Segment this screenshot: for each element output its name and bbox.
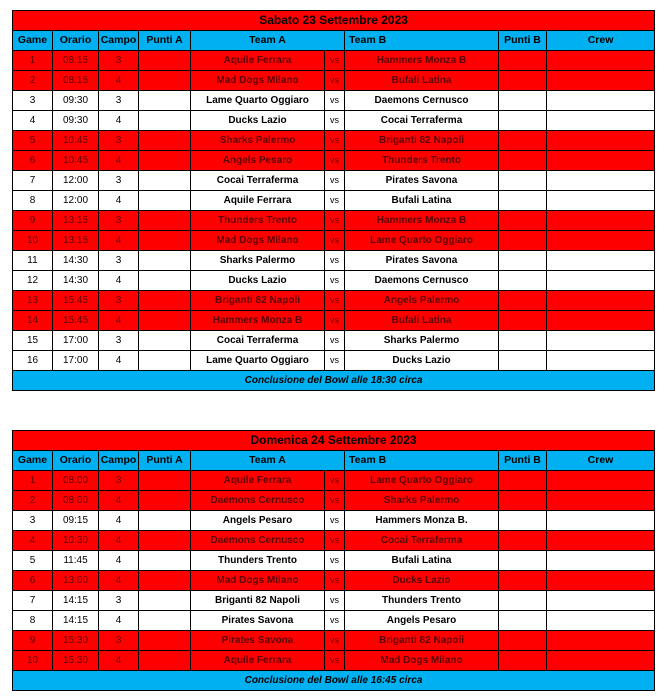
- team-a-name: Aquile Ferrara: [191, 651, 325, 671]
- col-header-time: Orario: [53, 451, 99, 471]
- game-time: 12:00: [53, 191, 99, 211]
- col-header-points-b: Punti B: [499, 31, 547, 51]
- game-field: 4: [99, 111, 139, 131]
- team-a-name: Thunders Trento: [191, 551, 325, 571]
- points-b-cell: [499, 511, 547, 531]
- game-time: 14:30: [53, 251, 99, 271]
- points-b-cell: [499, 611, 547, 631]
- game-field: 4: [99, 511, 139, 531]
- game-time: 13:00: [53, 571, 99, 591]
- team-b-name: Daemons Cernusco: [345, 271, 499, 291]
- game-number: 2: [13, 71, 53, 91]
- team-b-name: Daemons Cernusco: [345, 91, 499, 111]
- vs-label: vs: [325, 531, 345, 551]
- game-field: 3: [99, 471, 139, 491]
- points-b-cell: [499, 151, 547, 171]
- col-header-points-a: Punti A: [139, 31, 191, 51]
- game-row: [13, 131, 655, 151]
- vs-label: vs: [325, 351, 345, 371]
- game-time: 08:15: [53, 71, 99, 91]
- points-a-cell: [139, 551, 191, 571]
- game-number: 7: [13, 171, 53, 191]
- footer-row: [13, 671, 655, 691]
- game-field: 3: [99, 51, 139, 71]
- game-time: 10:45: [53, 131, 99, 151]
- crew-cell: [547, 151, 655, 171]
- team-b-name: Ducks Lazio: [345, 351, 499, 371]
- points-b-cell: [499, 71, 547, 91]
- points-b-cell: [499, 471, 547, 491]
- crew-cell: [547, 471, 655, 491]
- game-row: [13, 471, 655, 491]
- game-number: 8: [13, 611, 53, 631]
- team-a-name: Thunders Trento: [191, 211, 325, 231]
- points-a-cell: [139, 51, 191, 71]
- team-a-name: Aquile Ferrara: [191, 471, 325, 491]
- crew-cell: [547, 611, 655, 631]
- col-header-team-b: Team B: [345, 451, 499, 471]
- team-a-name: Sharks Palermo: [191, 251, 325, 271]
- day-footer: Conclusione del Bowl alle 16:45 circa: [13, 671, 655, 691]
- points-a-cell: [139, 471, 191, 491]
- points-a-cell: [139, 511, 191, 531]
- game-number: 7: [13, 591, 53, 611]
- team-b-name: Angels Palermo: [345, 291, 499, 311]
- header-row: [13, 451, 655, 471]
- game-time: 12:00: [53, 171, 99, 191]
- game-row: [13, 331, 655, 351]
- day-title-row: [13, 11, 655, 31]
- team-a-name: Angels Pesaro: [191, 511, 325, 531]
- team-a-name: Hammers Monza B: [191, 311, 325, 331]
- points-b-cell: [499, 211, 547, 231]
- vs-label: vs: [325, 311, 345, 331]
- team-b-name: Hammers Monza B: [345, 51, 499, 71]
- game-field: 4: [99, 571, 139, 591]
- col-header-game: Game: [13, 31, 53, 51]
- game-field: 4: [99, 351, 139, 371]
- game-row: [13, 351, 655, 371]
- game-row: [13, 631, 655, 651]
- game-field: 3: [99, 91, 139, 111]
- points-a-cell: [139, 311, 191, 331]
- game-field: 4: [99, 531, 139, 551]
- game-row: [13, 571, 655, 591]
- crew-cell: [547, 171, 655, 191]
- team-b-name: Lame Quarto Oggiaro: [345, 471, 499, 491]
- schedule-table-saturday: [12, 10, 655, 391]
- crew-cell: [547, 71, 655, 91]
- points-b-cell: [499, 631, 547, 651]
- col-header-team-a: Team A: [191, 31, 345, 51]
- game-number: 12: [13, 271, 53, 291]
- points-b-cell: [499, 251, 547, 271]
- game-row: [13, 611, 655, 631]
- schedule-table-sunday: [12, 430, 655, 691]
- team-b-name: Bufali Latina: [345, 71, 499, 91]
- game-number: 15: [13, 331, 53, 351]
- team-a-name: Aquile Ferrara: [191, 191, 325, 211]
- game-field: 4: [99, 191, 139, 211]
- game-field: 4: [99, 551, 139, 571]
- vs-label: vs: [325, 591, 345, 611]
- vs-label: vs: [325, 51, 345, 71]
- col-header-points-b: Punti B: [499, 451, 547, 471]
- game-row: [13, 251, 655, 271]
- crew-cell: [547, 331, 655, 351]
- game-number: 14: [13, 311, 53, 331]
- game-number: 6: [13, 151, 53, 171]
- game-number: 10: [13, 651, 53, 671]
- crew-cell: [547, 91, 655, 111]
- game-row: [13, 71, 655, 91]
- vs-label: vs: [325, 71, 345, 91]
- crew-cell: [547, 571, 655, 591]
- points-b-cell: [499, 591, 547, 611]
- points-b-cell: [499, 91, 547, 111]
- game-time: 10:30: [53, 531, 99, 551]
- game-row: [13, 511, 655, 531]
- game-time: 15:30: [53, 631, 99, 651]
- vs-label: vs: [325, 651, 345, 671]
- points-b-cell: [499, 191, 547, 211]
- team-a-name: Briganti 82 Napoli: [191, 291, 325, 311]
- game-field: 4: [99, 151, 139, 171]
- col-header-team-b: Team B: [345, 31, 499, 51]
- game-row: [13, 211, 655, 231]
- game-time: 15:45: [53, 291, 99, 311]
- points-b-cell: [499, 551, 547, 571]
- game-row: [13, 291, 655, 311]
- game-number: 10: [13, 231, 53, 251]
- game-number: 4: [13, 531, 53, 551]
- game-number: 1: [13, 51, 53, 71]
- col-header-field: Campo: [99, 451, 139, 471]
- game-field: 4: [99, 491, 139, 511]
- points-a-cell: [139, 631, 191, 651]
- vs-label: vs: [325, 511, 345, 531]
- team-a-name: Lame Quarto Oggiaro: [191, 91, 325, 111]
- vs-label: vs: [325, 211, 345, 231]
- team-b-name: Hammers Monza B: [345, 211, 499, 231]
- points-b-cell: [499, 351, 547, 371]
- points-a-cell: [139, 111, 191, 131]
- game-number: 5: [13, 131, 53, 151]
- team-a-name: Aquile Ferrara: [191, 51, 325, 71]
- game-time: 09:30: [53, 91, 99, 111]
- team-b-name: Cocai Terraferma: [345, 111, 499, 131]
- points-b-cell: [499, 131, 547, 151]
- vs-label: vs: [325, 271, 345, 291]
- game-number: 16: [13, 351, 53, 371]
- game-time: 14:30: [53, 271, 99, 291]
- team-a-name: Mad Dogs Milano: [191, 71, 325, 91]
- game-row: [13, 91, 655, 111]
- points-b-cell: [499, 651, 547, 671]
- game-time: 08:00: [53, 491, 99, 511]
- game-row: [13, 51, 655, 71]
- vs-label: vs: [325, 131, 345, 151]
- points-b-cell: [499, 571, 547, 591]
- points-a-cell: [139, 211, 191, 231]
- crew-cell: [547, 211, 655, 231]
- points-b-cell: [499, 111, 547, 131]
- points-b-cell: [499, 291, 547, 311]
- crew-cell: [547, 631, 655, 651]
- game-number: 11: [13, 251, 53, 271]
- game-field: 4: [99, 71, 139, 91]
- vs-label: vs: [325, 491, 345, 511]
- footer-row: [13, 371, 655, 391]
- col-header-field: Campo: [99, 31, 139, 51]
- games-body: [13, 471, 655, 671]
- game-row: [13, 111, 655, 131]
- game-time: 11:45: [53, 551, 99, 571]
- team-b-name: Bufali Latina: [345, 311, 499, 331]
- crew-cell: [547, 551, 655, 571]
- game-number: 5: [13, 551, 53, 571]
- team-a-name: Cocai Terraferma: [191, 171, 325, 191]
- team-a-name: Pirates Savona: [191, 611, 325, 631]
- points-a-cell: [139, 291, 191, 311]
- team-b-name: Sharks Palermo: [345, 491, 499, 511]
- crew-cell: [547, 51, 655, 71]
- points-a-cell: [139, 531, 191, 551]
- points-a-cell: [139, 271, 191, 291]
- points-b-cell: [499, 331, 547, 351]
- vs-label: vs: [325, 631, 345, 651]
- team-a-name: Pirates Savona: [191, 631, 325, 651]
- vs-label: vs: [325, 91, 345, 111]
- crew-cell: [547, 231, 655, 251]
- game-time: 09:15: [53, 511, 99, 531]
- team-a-name: Sharks Palermo: [191, 131, 325, 151]
- vs-label: vs: [325, 111, 345, 131]
- game-row: [13, 151, 655, 171]
- game-field: 3: [99, 211, 139, 231]
- game-number: 4: [13, 111, 53, 131]
- game-time: 09:30: [53, 111, 99, 131]
- vs-label: vs: [325, 331, 345, 351]
- crew-cell: [547, 191, 655, 211]
- team-a-name: Angels Pesaro: [191, 151, 325, 171]
- points-a-cell: [139, 191, 191, 211]
- game-number: 13: [13, 291, 53, 311]
- team-a-name: Lame Quarto Oggiaro: [191, 351, 325, 371]
- vs-label: vs: [325, 151, 345, 171]
- game-time: 08:00: [53, 471, 99, 491]
- game-field: 4: [99, 271, 139, 291]
- points-b-cell: [499, 531, 547, 551]
- crew-cell: [547, 271, 655, 291]
- points-a-cell: [139, 651, 191, 671]
- crew-cell: [547, 591, 655, 611]
- game-field: 4: [99, 651, 139, 671]
- game-number: 8: [13, 191, 53, 211]
- game-number: 9: [13, 211, 53, 231]
- game-field: 4: [99, 611, 139, 631]
- team-b-name: Thunders Trento: [345, 151, 499, 171]
- game-time: 17:00: [53, 351, 99, 371]
- team-a-name: Ducks Lazio: [191, 111, 325, 131]
- game-row: [13, 171, 655, 191]
- game-number: 3: [13, 91, 53, 111]
- vs-label: vs: [325, 471, 345, 491]
- game-field: 3: [99, 291, 139, 311]
- crew-cell: [547, 491, 655, 511]
- vs-label: vs: [325, 191, 345, 211]
- game-time: 17:00: [53, 331, 99, 351]
- crew-cell: [547, 131, 655, 151]
- points-b-cell: [499, 231, 547, 251]
- col-header-crew: Crew: [547, 451, 655, 471]
- points-a-cell: [139, 151, 191, 171]
- game-time: 10:45: [53, 151, 99, 171]
- points-a-cell: [139, 91, 191, 111]
- game-row: [13, 591, 655, 611]
- team-a-name: Mad Dogs Milano: [191, 571, 325, 591]
- points-a-cell: [139, 171, 191, 191]
- col-header-team-a: Team A: [191, 451, 345, 471]
- crew-cell: [547, 351, 655, 371]
- team-b-name: Pirates Savona: [345, 171, 499, 191]
- game-time: 15:45: [53, 311, 99, 331]
- game-row: [13, 491, 655, 511]
- day-title: Domenica 24 Settembre 2023: [13, 431, 655, 451]
- col-header-points-a: Punti A: [139, 451, 191, 471]
- points-a-cell: [139, 331, 191, 351]
- points-a-cell: [139, 231, 191, 251]
- game-row: [13, 551, 655, 571]
- team-b-name: Briganti 82 Napoli: [345, 631, 499, 651]
- team-b-name: Hammers Monza B.: [345, 511, 499, 531]
- game-number: 3: [13, 511, 53, 531]
- vs-label: vs: [325, 611, 345, 631]
- game-field: 3: [99, 631, 139, 651]
- team-b-name: Sharks Palermo: [345, 331, 499, 351]
- game-row: [13, 271, 655, 291]
- game-field: 3: [99, 591, 139, 611]
- crew-cell: [547, 291, 655, 311]
- game-field: 4: [99, 231, 139, 251]
- vs-label: vs: [325, 291, 345, 311]
- games-body: [13, 51, 655, 371]
- col-header-time: Orario: [53, 31, 99, 51]
- points-b-cell: [499, 171, 547, 191]
- game-time: 15:30: [53, 651, 99, 671]
- game-row: [13, 191, 655, 211]
- game-time: 13:15: [53, 211, 99, 231]
- game-row: [13, 531, 655, 551]
- team-b-name: Bufali Latina: [345, 551, 499, 571]
- team-b-name: Angels Pesaro: [345, 611, 499, 631]
- points-a-cell: [139, 591, 191, 611]
- crew-cell: [547, 111, 655, 131]
- game-field: 3: [99, 171, 139, 191]
- team-b-name: Briganti 82 Napoli: [345, 131, 499, 151]
- crew-cell: [547, 311, 655, 331]
- game-field: 3: [99, 131, 139, 151]
- crew-cell: [547, 651, 655, 671]
- points-a-cell: [139, 71, 191, 91]
- points-a-cell: [139, 571, 191, 591]
- points-b-cell: [499, 271, 547, 291]
- team-b-name: Cocai Terraferma: [345, 531, 499, 551]
- points-a-cell: [139, 491, 191, 511]
- game-number: 1: [13, 471, 53, 491]
- team-a-name: Mad Dogs Milano: [191, 231, 325, 251]
- col-header-game: Game: [13, 451, 53, 471]
- game-row: [13, 231, 655, 251]
- team-a-name: Ducks Lazio: [191, 271, 325, 291]
- points-a-cell: [139, 611, 191, 631]
- team-b-name: Bufali Latina: [345, 191, 499, 211]
- points-b-cell: [499, 51, 547, 71]
- team-a-name: Daemons Cernusco: [191, 491, 325, 511]
- points-a-cell: [139, 131, 191, 151]
- team-b-name: Thunders Trento: [345, 591, 499, 611]
- game-number: 9: [13, 631, 53, 651]
- team-a-name: Briganti 82 Napoli: [191, 591, 325, 611]
- game-time: 08:15: [53, 51, 99, 71]
- game-field: 3: [99, 331, 139, 351]
- game-time: 14:15: [53, 591, 99, 611]
- crew-cell: [547, 531, 655, 551]
- day-title: Sabato 23 Settembre 2023: [13, 11, 655, 31]
- vs-label: vs: [325, 171, 345, 191]
- vs-label: vs: [325, 231, 345, 251]
- day-footer: Conclusione del Bowl alle 18:30 circa: [13, 371, 655, 391]
- day-title-row: [13, 431, 655, 451]
- points-b-cell: [499, 311, 547, 331]
- team-a-name: Cocai Terraferma: [191, 331, 325, 351]
- points-b-cell: [499, 491, 547, 511]
- game-field: 4: [99, 311, 139, 331]
- points-a-cell: [139, 251, 191, 271]
- vs-label: vs: [325, 571, 345, 591]
- vs-label: vs: [325, 251, 345, 271]
- header-row: [13, 31, 655, 51]
- team-b-name: Ducks Lazio: [345, 571, 499, 591]
- game-field: 3: [99, 251, 139, 271]
- game-number: 2: [13, 491, 53, 511]
- crew-cell: [547, 511, 655, 531]
- team-b-name: Lame Quarto Oggiaro: [345, 231, 499, 251]
- vs-label: vs: [325, 551, 345, 571]
- points-a-cell: [139, 351, 191, 371]
- team-b-name: Mad Dogs Milano: [345, 651, 499, 671]
- team-b-name: Pirates Savona: [345, 251, 499, 271]
- game-row: [13, 651, 655, 671]
- game-time: 14:15: [53, 611, 99, 631]
- crew-cell: [547, 251, 655, 271]
- col-header-crew: Crew: [547, 31, 655, 51]
- game-row: [13, 311, 655, 331]
- team-a-name: Daemons Cernusco: [191, 531, 325, 551]
- game-number: 6: [13, 571, 53, 591]
- game-time: 13:15: [53, 231, 99, 251]
